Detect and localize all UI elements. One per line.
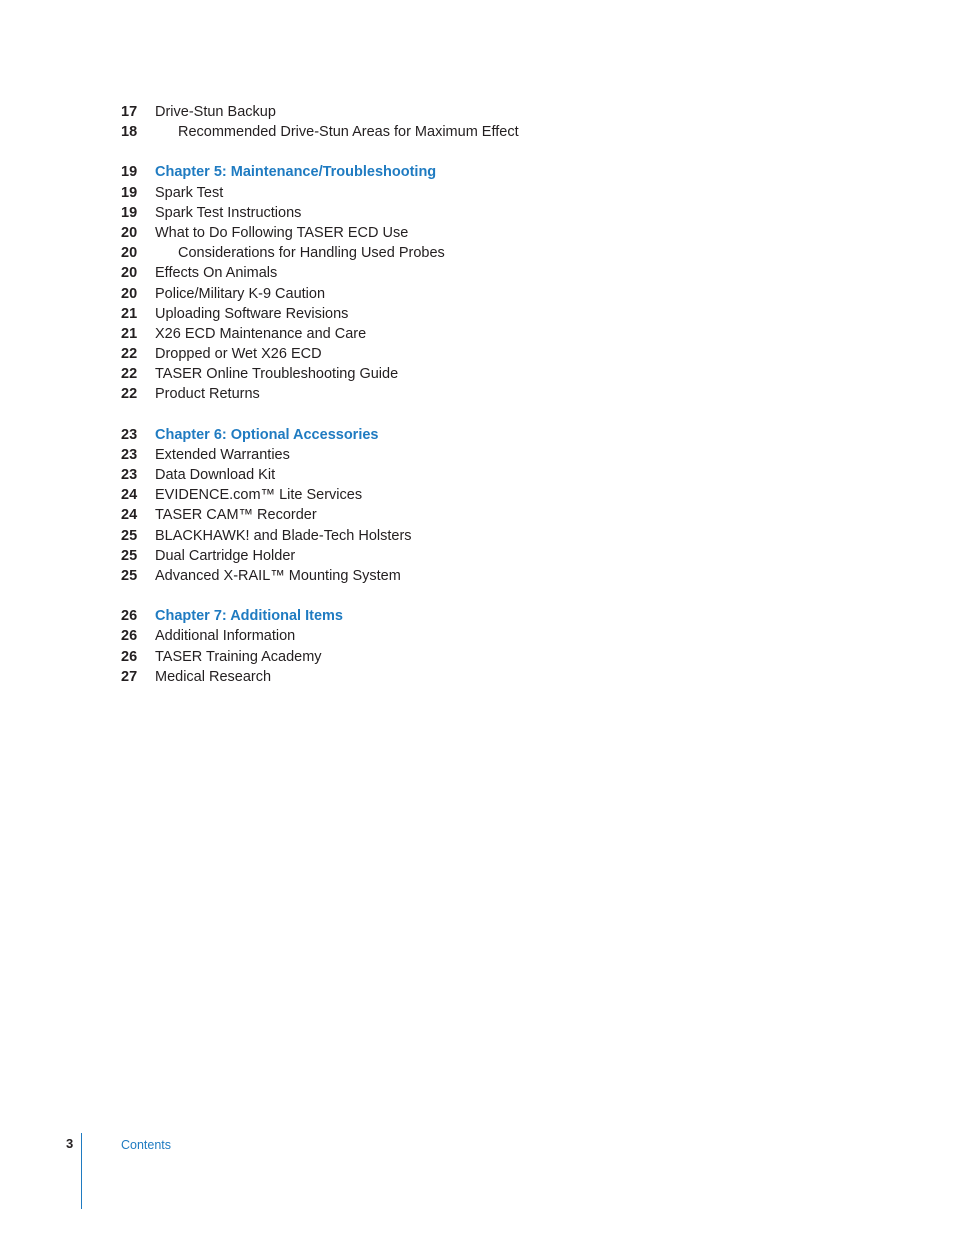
toc-entry-title: TASER Training Academy: [155, 648, 322, 665]
toc-entry[interactable]: [0, 546, 954, 566]
toc-page-number: 23: [121, 446, 138, 463]
toc-entry-title: Recommended Drive-Stun Areas for Maximum Effect: [178, 124, 519, 141]
toc-entry-title: EVIDENCE.com™ Lite Services: [155, 487, 363, 504]
toc-entry[interactable]: [0, 445, 954, 465]
toc-entry[interactable]: [0, 304, 954, 324]
toc-page-number: 20: [121, 265, 138, 282]
toc-entry[interactable]: [0, 505, 954, 525]
toc-entry[interactable]: [0, 223, 954, 243]
toc-chapter-heading[interactable]: [0, 606, 954, 626]
toc-entry[interactable]: [0, 102, 954, 122]
toc-page-number: 24: [121, 507, 138, 524]
table-of-contents: [0, 102, 954, 687]
toc-page-number: 20: [121, 245, 138, 262]
toc-entry[interactable]: [0, 324, 954, 344]
toc-entry-title: Effects On Animals: [155, 265, 278, 282]
toc-entry[interactable]: [0, 243, 954, 263]
toc-entry[interactable]: [0, 122, 954, 142]
toc-entry-title: Chapter 6: Optional Accessories: [155, 426, 379, 443]
toc-page-number: 19: [121, 204, 138, 221]
toc-entry[interactable]: [0, 566, 954, 586]
toc-entry[interactable]: [0, 284, 954, 304]
toc-page-number: 25: [121, 547, 138, 564]
toc-entry-title: Medical Research: [155, 668, 272, 685]
toc-entry[interactable]: [0, 485, 954, 505]
toc-entry[interactable]: [0, 647, 954, 667]
toc-entry-title: Spark Test: [155, 184, 224, 201]
toc-entry[interactable]: [0, 344, 954, 364]
toc-page-number: 23: [121, 467, 138, 483]
toc-entry-title: Drive-Stun Backup: [155, 104, 276, 120]
toc-page-number: 22: [121, 366, 138, 383]
toc-page-number: 21: [121, 325, 138, 342]
toc-page-number: 19: [121, 184, 138, 201]
toc-entry[interactable]: [0, 626, 954, 646]
footer-divider: [81, 1133, 82, 1209]
toc-page-number: 19: [121, 164, 138, 181]
toc-page-number: 23: [121, 426, 138, 443]
toc-entry[interactable]: [0, 667, 954, 687]
toc-entry[interactable]: [0, 263, 954, 283]
toc-page-number: 20: [121, 285, 138, 302]
toc-entry[interactable]: [0, 465, 954, 485]
toc-entry[interactable]: [0, 183, 954, 203]
toc-entry[interactable]: [0, 364, 954, 384]
toc-page-number: 20: [121, 224, 138, 241]
toc-page-number: 21: [121, 305, 138, 322]
toc-entry[interactable]: [0, 203, 954, 223]
toc-page-number: 27: [121, 668, 138, 685]
toc-entry[interactable]: [0, 384, 954, 404]
toc-entry-title: Advanced X-RAIL™ Mounting System: [155, 567, 401, 584]
toc-page-number: 25: [121, 527, 138, 544]
toc-page-number: 17: [121, 104, 138, 120]
toc-page-number: 26: [121, 628, 138, 645]
toc-page-number: 26: [121, 648, 138, 665]
footer-page-number: 3: [66, 1136, 74, 1151]
toc-entry-title: Product Returns: [155, 386, 260, 403]
toc-chapter-heading[interactable]: [0, 425, 954, 445]
toc-page-number: 26: [121, 608, 138, 625]
toc-entry-title: Data Download Kit: [155, 467, 276, 483]
toc-page-number: 22: [121, 346, 138, 363]
toc-entry-title: Extended Warranties: [155, 446, 290, 463]
toc-entry-title: Spark Test Instructions: [155, 204, 302, 221]
toc-entry-title: Chapter 7: Additional Items: [155, 608, 343, 625]
toc-entry-title: Police/Military K-9 Caution: [155, 285, 326, 302]
toc-page-number: 25: [121, 567, 138, 584]
footer-section-label: Contents: [121, 1138, 172, 1152]
toc-page-number: 22: [121, 386, 138, 403]
toc-entry[interactable]: [0, 526, 954, 546]
toc-entry-title: Additional Information: [155, 628, 296, 645]
toc-entry-title: TASER Online Troubleshooting Guide: [155, 366, 399, 383]
toc-entry-title: Chapter 5: Maintenance/Troubleshooting: [155, 164, 437, 181]
toc-entry-title: BLACKHAWK! and Blade-Tech Holsters: [155, 527, 412, 544]
toc-chapter-heading[interactable]: [0, 162, 954, 182]
toc-entry-title: Dual Cartridge Holder: [155, 547, 296, 564]
toc-entry-title: Uploading Software Revisions: [155, 305, 349, 322]
toc-entry-title: Considerations for Handling Used Probes: [178, 245, 445, 262]
toc-entry-title: X26 ECD Maintenance and Care: [155, 325, 367, 342]
toc-page-number: 24: [121, 487, 138, 504]
toc-entry-title: TASER CAM™ Recorder: [155, 507, 317, 524]
toc-page-number: 18: [121, 124, 138, 141]
toc-entry-title: Dropped or Wet X26 ECD: [155, 346, 322, 363]
toc-entry-title: What to Do Following TASER ECD Use: [155, 224, 409, 241]
